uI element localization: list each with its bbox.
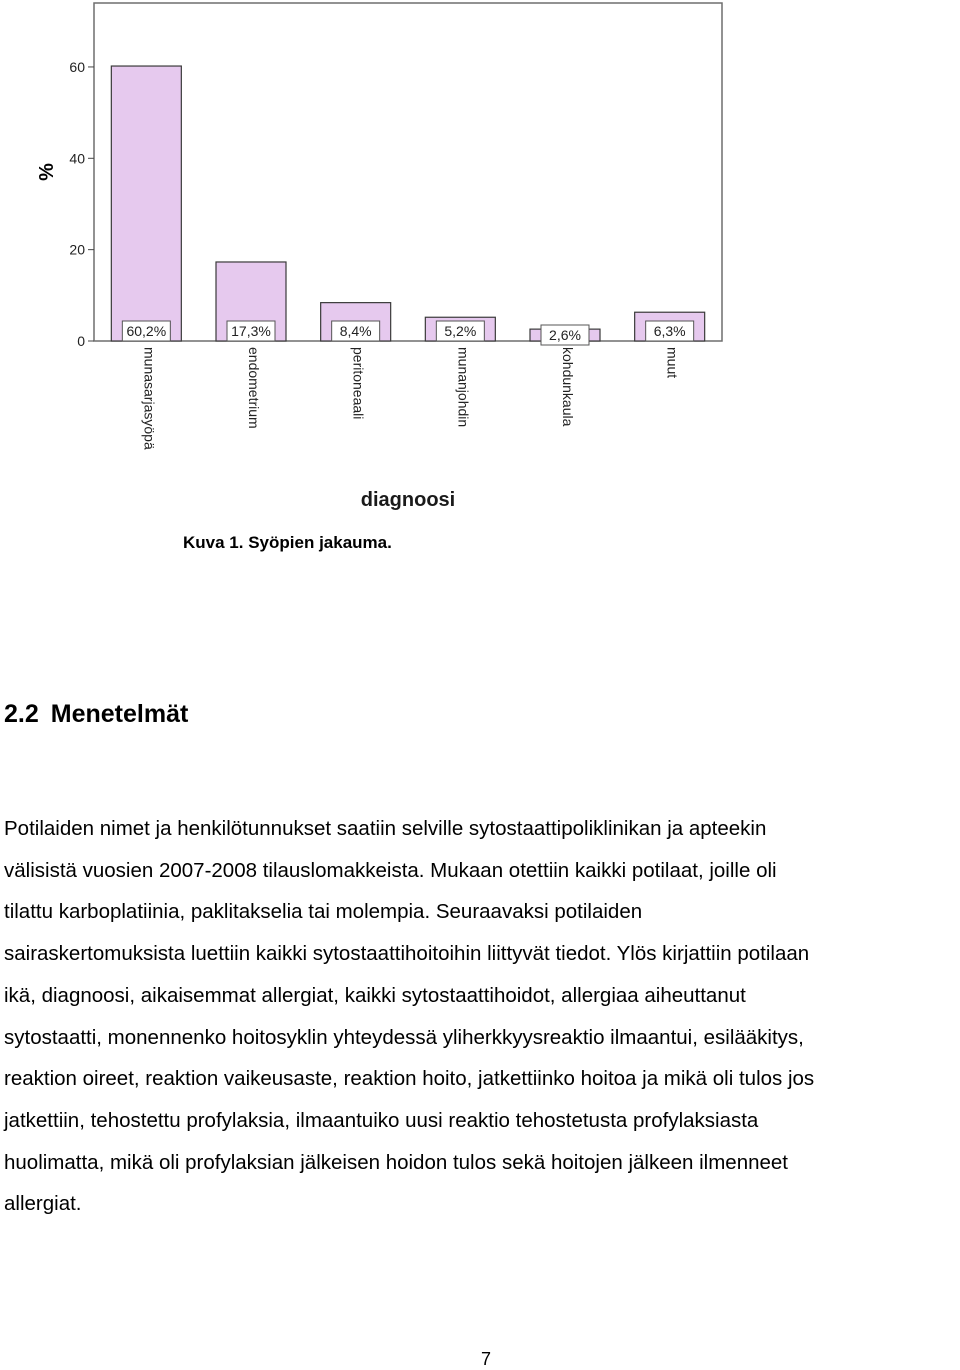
x-tick-labels xyxy=(141,347,680,450)
paragraph-line: huolimatta, mikä oli profylaksian jälkeisen hoidon tulos sekä hoitojen jälkeen ilmenneet xyxy=(4,1150,789,1174)
x-tick-label: peritoneaali xyxy=(350,347,367,420)
y-axis xyxy=(69,59,94,349)
paragraph-line: ikä, diagnoosi, aikaisemmat allergiat, kaikki sytostaattihoidot, allergiaa aiheuttanut xyxy=(4,983,746,1007)
y-tick-label: 60 xyxy=(69,58,85,75)
section-title: Menetelmät xyxy=(50,700,189,728)
x-axis-title: diagnoosi xyxy=(360,489,456,511)
paragraph-line: sairaskertomuksista luettiin kaikki sytostaattihoitoihin liittyvät tiedot. Ylös kirjattiin potilaan xyxy=(4,942,810,966)
figure-caption xyxy=(183,533,392,553)
paragraph-line: jatkettiin, tehostettu profylaksia, ilmaantuiko uusi reaktio tehostetusta profylaksiasta xyxy=(4,1108,759,1132)
body-paragraph xyxy=(4,808,960,1225)
bar-chart xyxy=(0,0,960,520)
y-tick-label: 40 xyxy=(69,150,85,167)
paragraph-line: tilattu karboplatiinia, paklitakselia tai molempia. Seuraavaksi potilaiden xyxy=(4,900,643,924)
paragraph-line: sytostaatti, monennenko hoitosyklin yhteydessä yliherkkyysreaktio ilmaantui, esilääkitys, xyxy=(4,1025,804,1049)
x-tick-label: munanjohdin xyxy=(455,347,472,428)
section-heading xyxy=(4,700,188,729)
paragraph-line: välisistä vuosien 2007-2008 tilauslomakkeista. Mukaan otettiin kaikki potilaat, joille oli xyxy=(4,858,777,882)
bar xyxy=(111,66,181,341)
y-tick-label: 20 xyxy=(69,241,85,258)
data-label: 8,4% xyxy=(339,323,372,339)
paragraph-line: Potilaiden nimet ja henkilötunnukset saatiin selville sytostaattipoliklinikan ja apteekin xyxy=(4,817,767,840)
section-number: 2.2 xyxy=(4,700,39,728)
x-tick-label: kohdunkaula xyxy=(560,347,576,427)
paragraph-line: allergiat. xyxy=(4,1192,82,1216)
y-tick-label: 0 xyxy=(77,333,85,349)
data-label: 17,3% xyxy=(231,323,271,339)
data-label: 5,2% xyxy=(444,323,477,339)
caption-text: Syöpien jakauma. xyxy=(248,533,392,552)
data-label: 2,6% xyxy=(549,327,581,343)
y-axis-title: % xyxy=(36,163,58,181)
x-tick-label: muut xyxy=(664,347,681,379)
x-tick-label: munasarjasyöpä xyxy=(141,347,158,450)
plot-area xyxy=(94,3,722,341)
caption-label: Kuva 1. xyxy=(183,533,244,552)
x-tick-label: endometrium xyxy=(246,347,262,429)
data-label: 60,2% xyxy=(126,323,167,339)
page-number: 7 xyxy=(481,1349,492,1369)
paragraph-line: reaktion oireet, reaktion vaikeusaste, reaktion hoito, jatkettiinko hoitoa ja mikä oli tulos jos xyxy=(4,1067,815,1091)
data-label: 6,3% xyxy=(653,323,686,339)
